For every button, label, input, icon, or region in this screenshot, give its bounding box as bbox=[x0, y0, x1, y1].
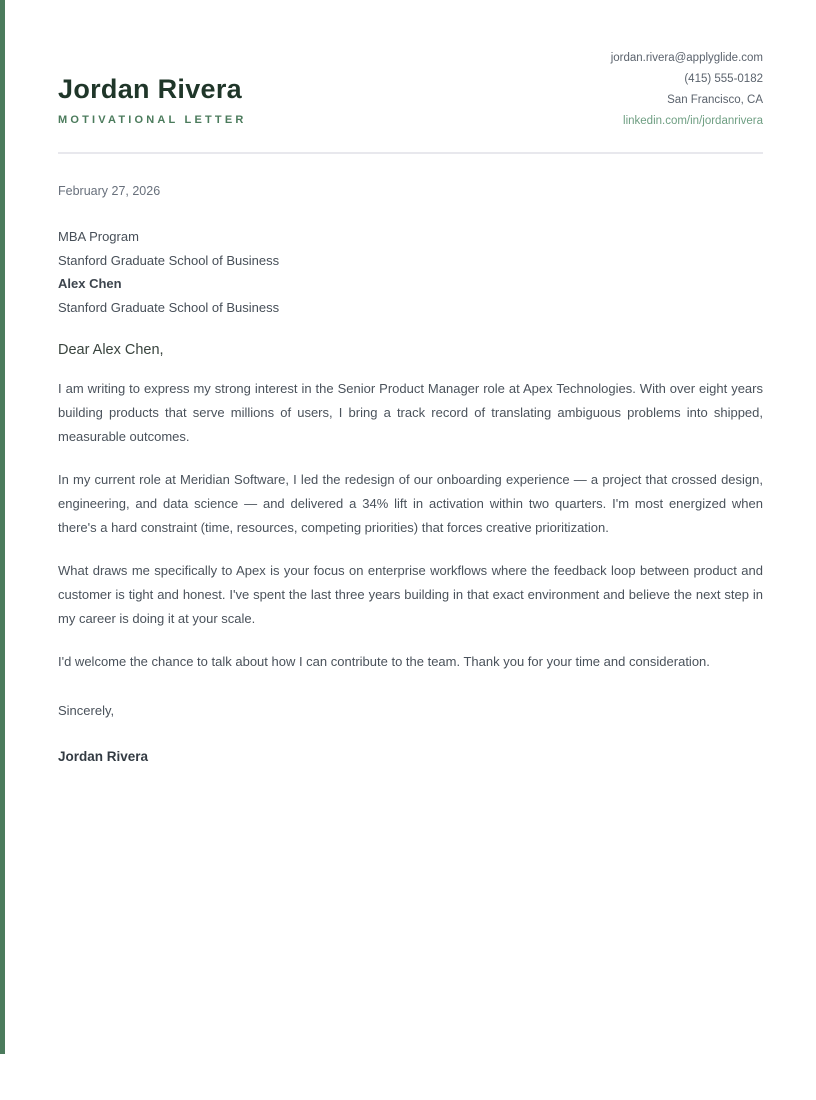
recipient-line-program: MBA Program bbox=[58, 229, 139, 244]
contact-phone: (415) 555-0182 bbox=[684, 73, 763, 85]
page-title: Jordan Rivera bbox=[58, 74, 242, 104]
accent-strip bbox=[0, 0, 5, 1054]
recipient-line-school: Stanford Graduate School of Business bbox=[58, 252, 280, 268]
salutation: Dear Alex Chen, bbox=[58, 342, 164, 358]
document-type-label: MOTIVATIONAL LETTER bbox=[58, 114, 247, 126]
signature-name: Jordan Rivera bbox=[58, 749, 149, 764]
linkedin-link[interactable]: linkedin.com/in/jordanrivera bbox=[623, 115, 763, 127]
letter-date: February 27, 2026 bbox=[58, 184, 161, 198]
body-paragraph-4: I'd welcome the chance to talk about how I can contribute to the team. Thank you for your time and consideration. bbox=[58, 654, 710, 669]
letter-header bbox=[58, 48, 763, 132]
closing: Sincerely, bbox=[58, 703, 115, 718]
title-block bbox=[58, 48, 247, 126]
recipient-line-name: Alex Chen bbox=[58, 276, 122, 291]
contact-location: San Francisco, CA bbox=[667, 94, 763, 106]
recipient-block bbox=[58, 225, 763, 319]
header-divider bbox=[58, 152, 763, 154]
contact-email: jordan.rivera@applyglide.com bbox=[610, 52, 763, 64]
body-paragraph-1: I am writing to express my strong interest in the Senior Product Manager role at Apex Technologies. With over eight years building products that serve millions of users, I bring a track record of translating ambiguous problems into shipped, measurable outcomes. bbox=[58, 381, 763, 444]
recipient-line-school-2: Stanford Graduate School of Business bbox=[58, 299, 280, 315]
body-paragraph-3: What draws me specifically to Apex is your focus on enterprise workflows where the feedback loop between product and customer is tight and honest. I've spent the last three years building in that exact environment and believe the next step in my career is doing it at your scale. bbox=[58, 563, 763, 626]
contact-info-block bbox=[611, 48, 763, 132]
body-paragraph-2: In my current role at Meridian Software, I led the redesign of our onboarding experience — a project that crossed design, engineering, and data science — and delivered a 34% lift in activation within two quarters. I'm most energized when there's a hard constraint (time, resources, competing priorities) that forces creative prioritization. bbox=[58, 472, 763, 535]
